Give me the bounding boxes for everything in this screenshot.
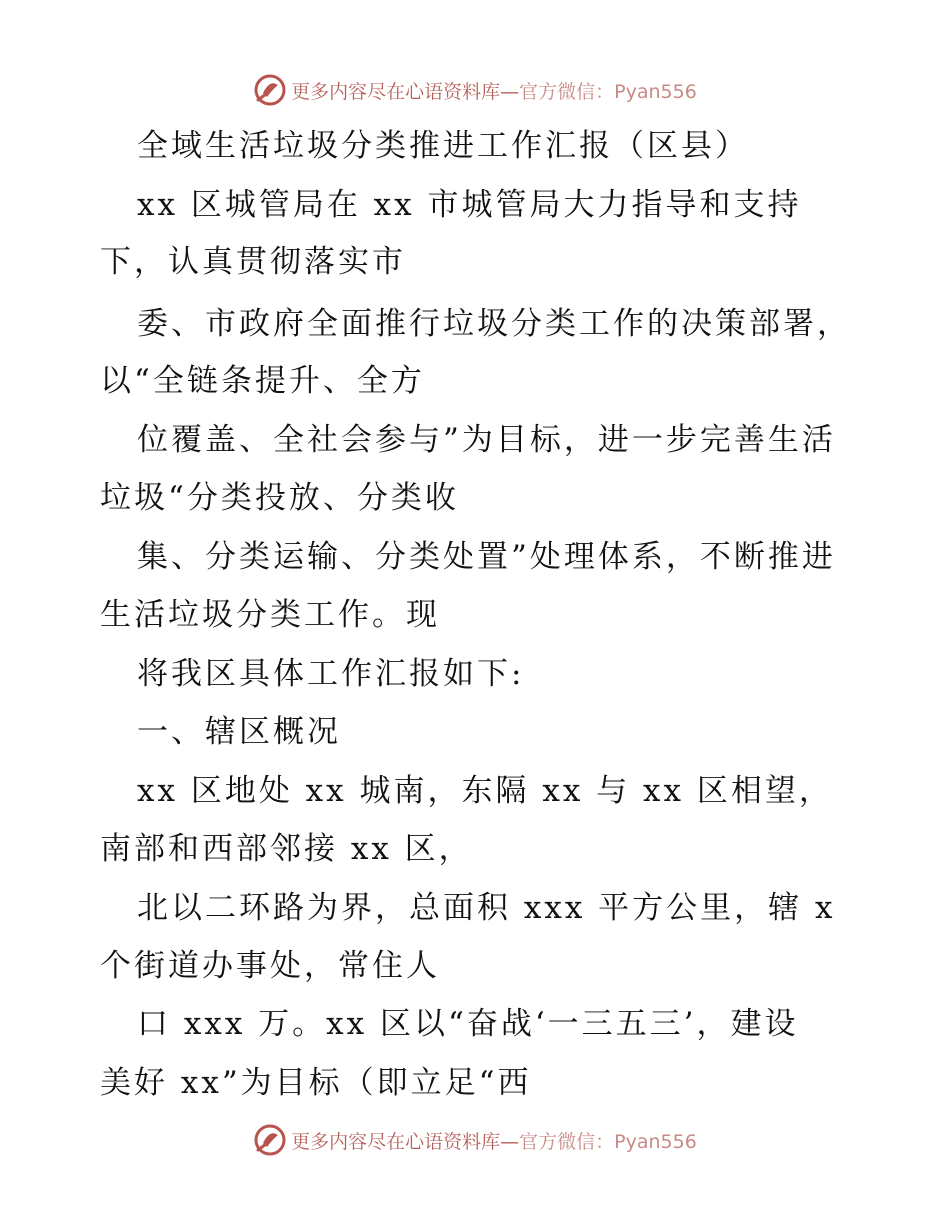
paragraph-line: 个街道办事处，常住人: [100, 948, 440, 984]
header-banner-wechat: 官方微信：Pyan556: [519, 80, 697, 103]
brand-logo-icon: [253, 1123, 287, 1157]
paragraph-line: 集、分类运输、分类处置”处理体系，不断推进: [137, 539, 836, 575]
paragraph-line: 位覆盖、全社会参与”为目标，进一步完善生活: [137, 422, 836, 458]
paragraph-line: 将我区具体工作汇报如下:: [137, 656, 525, 692]
footer-banner-text: [291, 1127, 697, 1154]
footer-banner: [0, 1120, 950, 1160]
paragraph-line: 北以二环路为界，总面积 xxx 平方公里，辖 x: [137, 890, 836, 926]
paragraph-line: xx 区地处 xx 城南，东隔 xx 与 xx 区相望，: [137, 773, 833, 809]
paragraph-line: 垃圾“分类投放、分类收: [100, 480, 459, 516]
header-banner-text: [291, 77, 697, 104]
brand-logo-icon: [253, 73, 287, 107]
paragraph-line: 下，认真贯彻落实市: [100, 244, 406, 280]
paragraph-line: 生活垃圾分类工作。现: [100, 597, 440, 633]
paragraph-line: 美好 xx”为目标（即立足“西: [100, 1065, 532, 1101]
footer-banner-wechat: 官方微信：Pyan556: [519, 1130, 697, 1153]
header-banner: [0, 70, 950, 110]
paragraph-line: 口 xxx 万。xx 区以“奋战‘一三五三’，建设: [137, 1006, 799, 1042]
paragraph-line: 南部和西部邻接 xx 区，: [100, 831, 473, 867]
section-heading: 一、辖区概况: [137, 714, 341, 750]
footer-banner-title: 更多内容尽在心语资料库—: [291, 1130, 520, 1153]
paragraph-line: xx 区城管局在 xx 市城管局大力指导和支持: [137, 187, 802, 223]
paragraph-line: 委、市政府全面推行垃圾分类工作的决策部署，: [137, 306, 851, 342]
header-banner-title: 更多内容尽在心语资料库—: [291, 80, 520, 103]
document-title: 全域生活垃圾分类推进工作汇报（区县）: [137, 128, 749, 164]
paragraph-line: 以“全链条提升、全方: [100, 363, 425, 399]
